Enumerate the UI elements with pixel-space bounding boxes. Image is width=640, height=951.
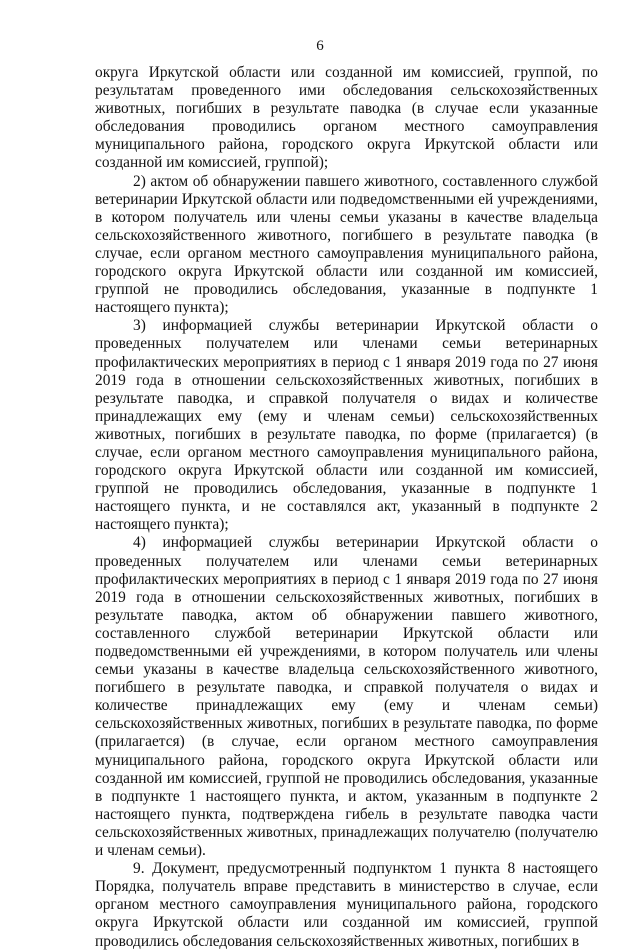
paragraph-item-3: 3) информацией службы ветеринарии Иркутской области о проведенных получателем или членами семьи ветеринарных профилактических мероприятиях в период с 1 января 2019 года по 27 июня 2019 года в отношении сельскохозяйственных животных, погибших в результате паводка, и справкой получателя о видах и количестве принадлежащих ему (ему и членам семьи) сельскохозяйственных животных, погибших в результате паводка, по форме (прилагается) (в случае, если органом местного самоуправления муниципального района, городского округа Иркутской области или созданной им комиссией, группой не проводились обследования, указанные в подпункте 1 настоящего пункта, и не составлялся акт, указанный в подпункте 2 настоящего пункта); bbox=[95, 317, 598, 534]
page-number: 6 bbox=[316, 38, 324, 54]
paragraph-clause-9: 9. Документ, предусмотренный подпунктом 1 пункта 8 настоящего Порядка, получатель вправе представить в министерство в случае, если органом местного самоуправления муниципального района, городского округа Иркутской области или созданной им комиссией, группой проводились обследования сельскохозяйственных животных, погибших в bbox=[95, 860, 598, 950]
paragraph-continuation: округа Иркутской области или созданной им комиссией, группой, по результатам проведенного ими обследования сельскохозяйственных животных, погибших в результате паводка (в случае если указанные обследования проводились органом местного самоуправления муниципального района, городского округа Иркутской области или созданной им комиссией, группой); bbox=[95, 64, 598, 172]
paragraph-item-4: 4) информацией службы ветеринарии Иркутской области о проведенных получателем или членами семьи ветеринарных профилактических мероприятиях в период с 1 января 2019 года по 27 июня 2019 года в отношении сельскохозяйственных животных, погибших в результате паводка, актом об обнаружении павшего животного, составленного службой ветеринарии Иркутской области или подведомственными ей учреждениями, в котором получатель или члены семьи указаны в качестве владельца сельскохозяйственного животного, погибшего в результате паводка, и справкой получателя о видах и количестве принадлежащих ему (ему и членам семьи) сельскохозяйственных животных, погибших в результате паводка, по форме (прилагается) (в случае, если органом местного самоуправления муниципального района, городского округа Иркутской области или созданной им комиссией, группой не проводились обследования, указанные в подпункте 1 настоящего пункта, и актом, указанным в подпункте 2 настоящего пункта, подтверждена гибель в результате паводка части сельскохозяйственных животных, принадлежащих получателю (получателю и членам семьи). bbox=[95, 534, 598, 860]
paragraph-item-2: 2) актом об обнаружении павшего животного, составленного службой ветеринарии Иркутской области или подведомственными ей учреждениями, в котором получатель или члены семьи указаны в качестве владельца сельскохозяйственного животного, погибшего в результате паводка (в случае, если органом местного самоуправления муниципального района, городского округа Иркутской области или созданной им комиссией, группой не проводились обследования, указанные в подпункте 1 настоящего пункта); bbox=[95, 172, 598, 317]
document-body bbox=[95, 64, 598, 951]
